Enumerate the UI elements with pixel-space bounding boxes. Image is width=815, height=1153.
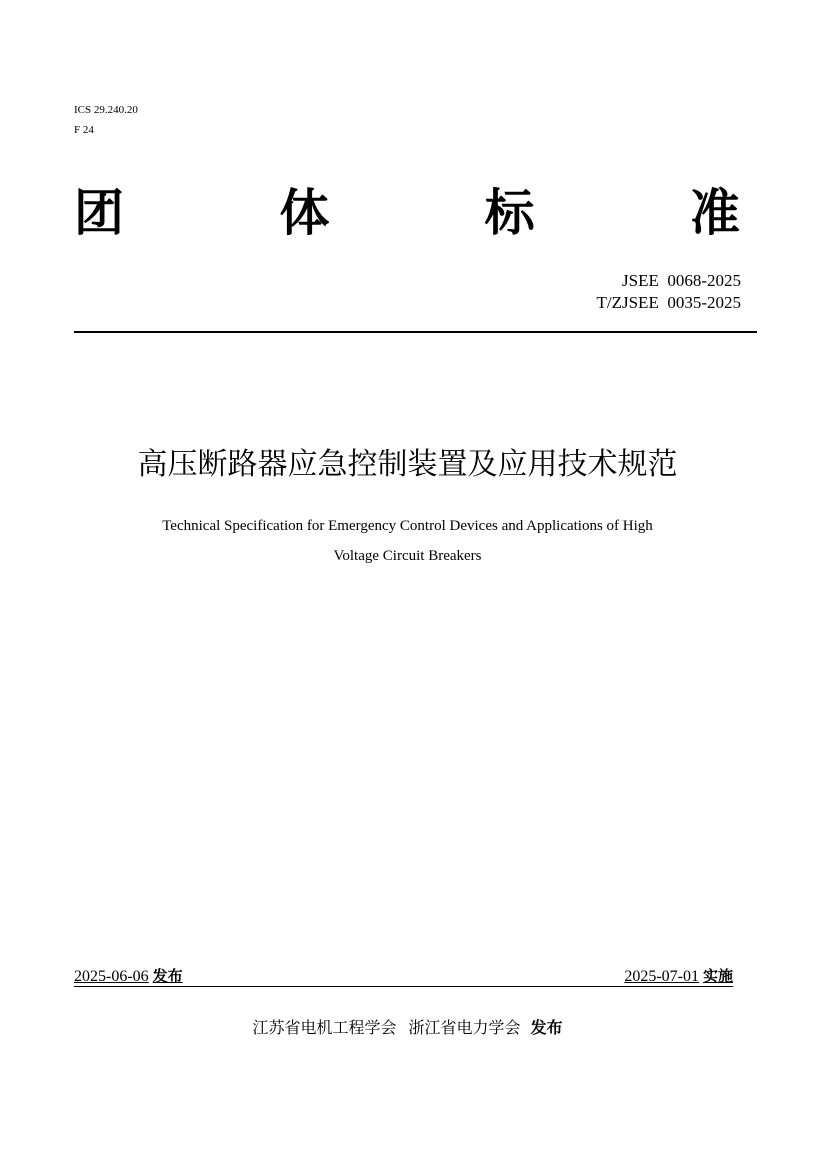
ccs-code: F 24 (74, 124, 94, 136)
dates-underline (74, 986, 733, 987)
heading-char-4: 准 (689, 184, 740, 242)
release-label: 发布 (152, 967, 183, 985)
publishers-line (0, 1016, 815, 1040)
implement-date: 2025-07-01 (624, 968, 699, 985)
chinese-title: 高压断路器应急控制装置及应用技术规范 (137, 447, 678, 482)
standard-numbers (597, 270, 742, 314)
publish-label: 发布 (530, 1018, 563, 1037)
classification-codes (74, 100, 138, 140)
implement-label: 实施 (702, 967, 733, 985)
header-divider (74, 331, 757, 333)
english-title-line-2: Voltage Circuit Breakers (333, 548, 482, 564)
document-type-heading (74, 180, 740, 246)
english-title (60, 511, 755, 571)
standard-number-secondary: T/ZJSEE 0035-2025 (596, 293, 741, 312)
ics-code: ICS 29.240.20 (74, 104, 138, 116)
implement-date-block (624, 966, 733, 987)
english-title-line-1: Technical Specification for Emergency Control Devices and Applications of High (162, 518, 653, 534)
heading-char-2: 体 (279, 184, 330, 242)
release-date: 2025-06-06 (74, 968, 149, 985)
publisher-zhejiang: 浙江省电力学会 (408, 1018, 521, 1037)
heading-char-1: 团 (74, 184, 124, 242)
heading-char-3: 标 (484, 184, 535, 242)
release-date-block (74, 966, 183, 987)
publisher-jiangsu: 江苏省电机工程学会 (252, 1018, 397, 1037)
standard-number-primary: JSEE 0068-2025 (622, 271, 741, 290)
dates-row (74, 966, 733, 986)
